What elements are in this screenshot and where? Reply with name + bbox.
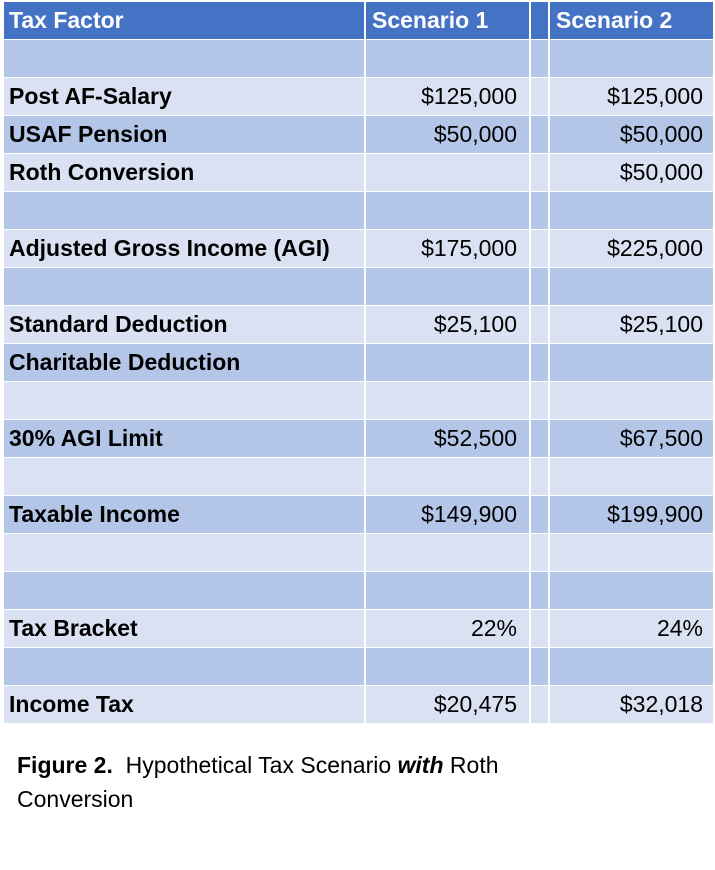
table-row <box>4 610 713 648</box>
caption-text-before: Hypothetical Tax Scenario <box>125 752 398 778</box>
row-label: Charitable Deduction <box>4 344 366 381</box>
scenario-1-value: $52,500 <box>366 420 531 457</box>
table-row <box>4 496 713 534</box>
row-spacer <box>531 382 550 419</box>
row-label <box>4 458 366 495</box>
row-spacer <box>531 78 550 115</box>
table-row <box>4 116 713 154</box>
scenario-2-value <box>550 40 713 77</box>
row-spacer <box>531 648 550 685</box>
scenario-2-value: $199,900 <box>607 501 703 527</box>
scenario-2-value: $25,100 <box>619 311 703 337</box>
row-label <box>4 192 366 229</box>
scenario-2-value: $67,500 <box>619 425 703 451</box>
row-spacer <box>531 116 550 153</box>
table-body <box>4 40 713 724</box>
scenario-1-value: $175,000 <box>366 230 531 267</box>
row-label <box>4 40 366 77</box>
table-row <box>4 648 713 686</box>
table-row <box>4 230 713 268</box>
row-spacer <box>531 458 550 495</box>
scenario-1-value: $149,900 <box>366 496 531 533</box>
row-label: Roth Conversion <box>4 154 366 191</box>
scenario-1-value <box>366 648 531 685</box>
row-label <box>4 534 366 571</box>
scenario-2-value <box>550 344 713 381</box>
table-row <box>4 344 713 382</box>
table-row <box>4 268 713 306</box>
scenario-2-value <box>550 382 713 419</box>
table-row <box>4 40 713 78</box>
row-spacer <box>531 40 550 77</box>
row-label: USAF Pension <box>4 116 366 153</box>
scenario-2-value: 24% <box>656 615 703 641</box>
scenario-2-value <box>550 648 713 685</box>
scenario-2-value: $125,000 <box>607 83 703 109</box>
scenario-2-value: $50,000 <box>619 121 703 147</box>
row-spacer <box>531 306 550 343</box>
table-row <box>4 192 713 230</box>
header-spacer <box>531 2 550 39</box>
header-tax-factor: Tax Factor <box>4 2 366 39</box>
row-spacer <box>531 686 550 723</box>
row-label: 30% AGI Limit <box>4 420 366 457</box>
scenario-2-value: $32,018 <box>619 691 703 717</box>
scenario-1-value <box>366 458 531 495</box>
table-row <box>4 686 713 724</box>
row-spacer <box>531 154 550 191</box>
row-spacer <box>531 420 550 457</box>
table-row <box>4 78 713 116</box>
header-scenario-2: Scenario 2 <box>556 7 673 33</box>
figure-caption <box>17 748 617 816</box>
table-header-row <box>4 2 713 40</box>
header-scenario-1: Scenario 1 <box>366 2 531 39</box>
scenario-1-value: $25,100 <box>366 306 531 343</box>
scenario-1-value: $50,000 <box>366 116 531 153</box>
row-label <box>4 268 366 305</box>
row-spacer <box>531 572 550 609</box>
table-row <box>4 306 713 344</box>
scenario-2-value <box>550 458 713 495</box>
scenario-1-value <box>366 344 531 381</box>
scenario-1-value <box>366 534 531 571</box>
scenario-1-value <box>366 268 531 305</box>
row-label: Post AF-Salary <box>4 78 366 115</box>
row-spacer <box>531 496 550 533</box>
row-spacer <box>531 610 550 647</box>
row-spacer <box>531 344 550 381</box>
table-row <box>4 458 713 496</box>
row-spacer <box>531 192 550 229</box>
caption-text-after: Roth Conversion <box>17 752 499 812</box>
scenario-1-value <box>366 40 531 77</box>
scenario-1-value: $125,000 <box>366 78 531 115</box>
table-row <box>4 420 713 458</box>
scenario-1-value <box>366 192 531 229</box>
table-row <box>4 154 713 192</box>
tax-table <box>4 2 713 724</box>
scenario-1-value: $20,475 <box>366 686 531 723</box>
scenario-2-value: $50,000 <box>619 159 703 185</box>
row-label <box>4 382 366 419</box>
scenario-1-value: 22% <box>366 610 531 647</box>
row-label <box>4 648 366 685</box>
table-row <box>4 534 713 572</box>
row-label: Tax Bracket <box>4 610 366 647</box>
scenario-2-value: $225,000 <box>607 235 703 261</box>
row-spacer <box>531 534 550 571</box>
row-spacer <box>531 268 550 305</box>
row-spacer <box>531 230 550 267</box>
scenario-1-value <box>366 154 531 191</box>
scenario-1-value <box>366 572 531 609</box>
row-label: Adjusted Gross Income (AGI) <box>4 230 366 267</box>
row-label: Taxable Income <box>4 496 366 533</box>
scenario-2-value <box>550 534 713 571</box>
caption-emphasis: with <box>397 752 444 778</box>
row-label: Standard Deduction <box>4 306 366 343</box>
table-row <box>4 382 713 420</box>
table-row <box>4 572 713 610</box>
row-label <box>4 572 366 609</box>
scenario-2-value <box>550 572 713 609</box>
caption-label: Figure 2. <box>17 752 113 778</box>
scenario-2-value <box>550 268 713 305</box>
scenario-1-value <box>366 382 531 419</box>
scenario-2-value <box>550 192 713 229</box>
row-label: Income Tax <box>4 686 366 723</box>
